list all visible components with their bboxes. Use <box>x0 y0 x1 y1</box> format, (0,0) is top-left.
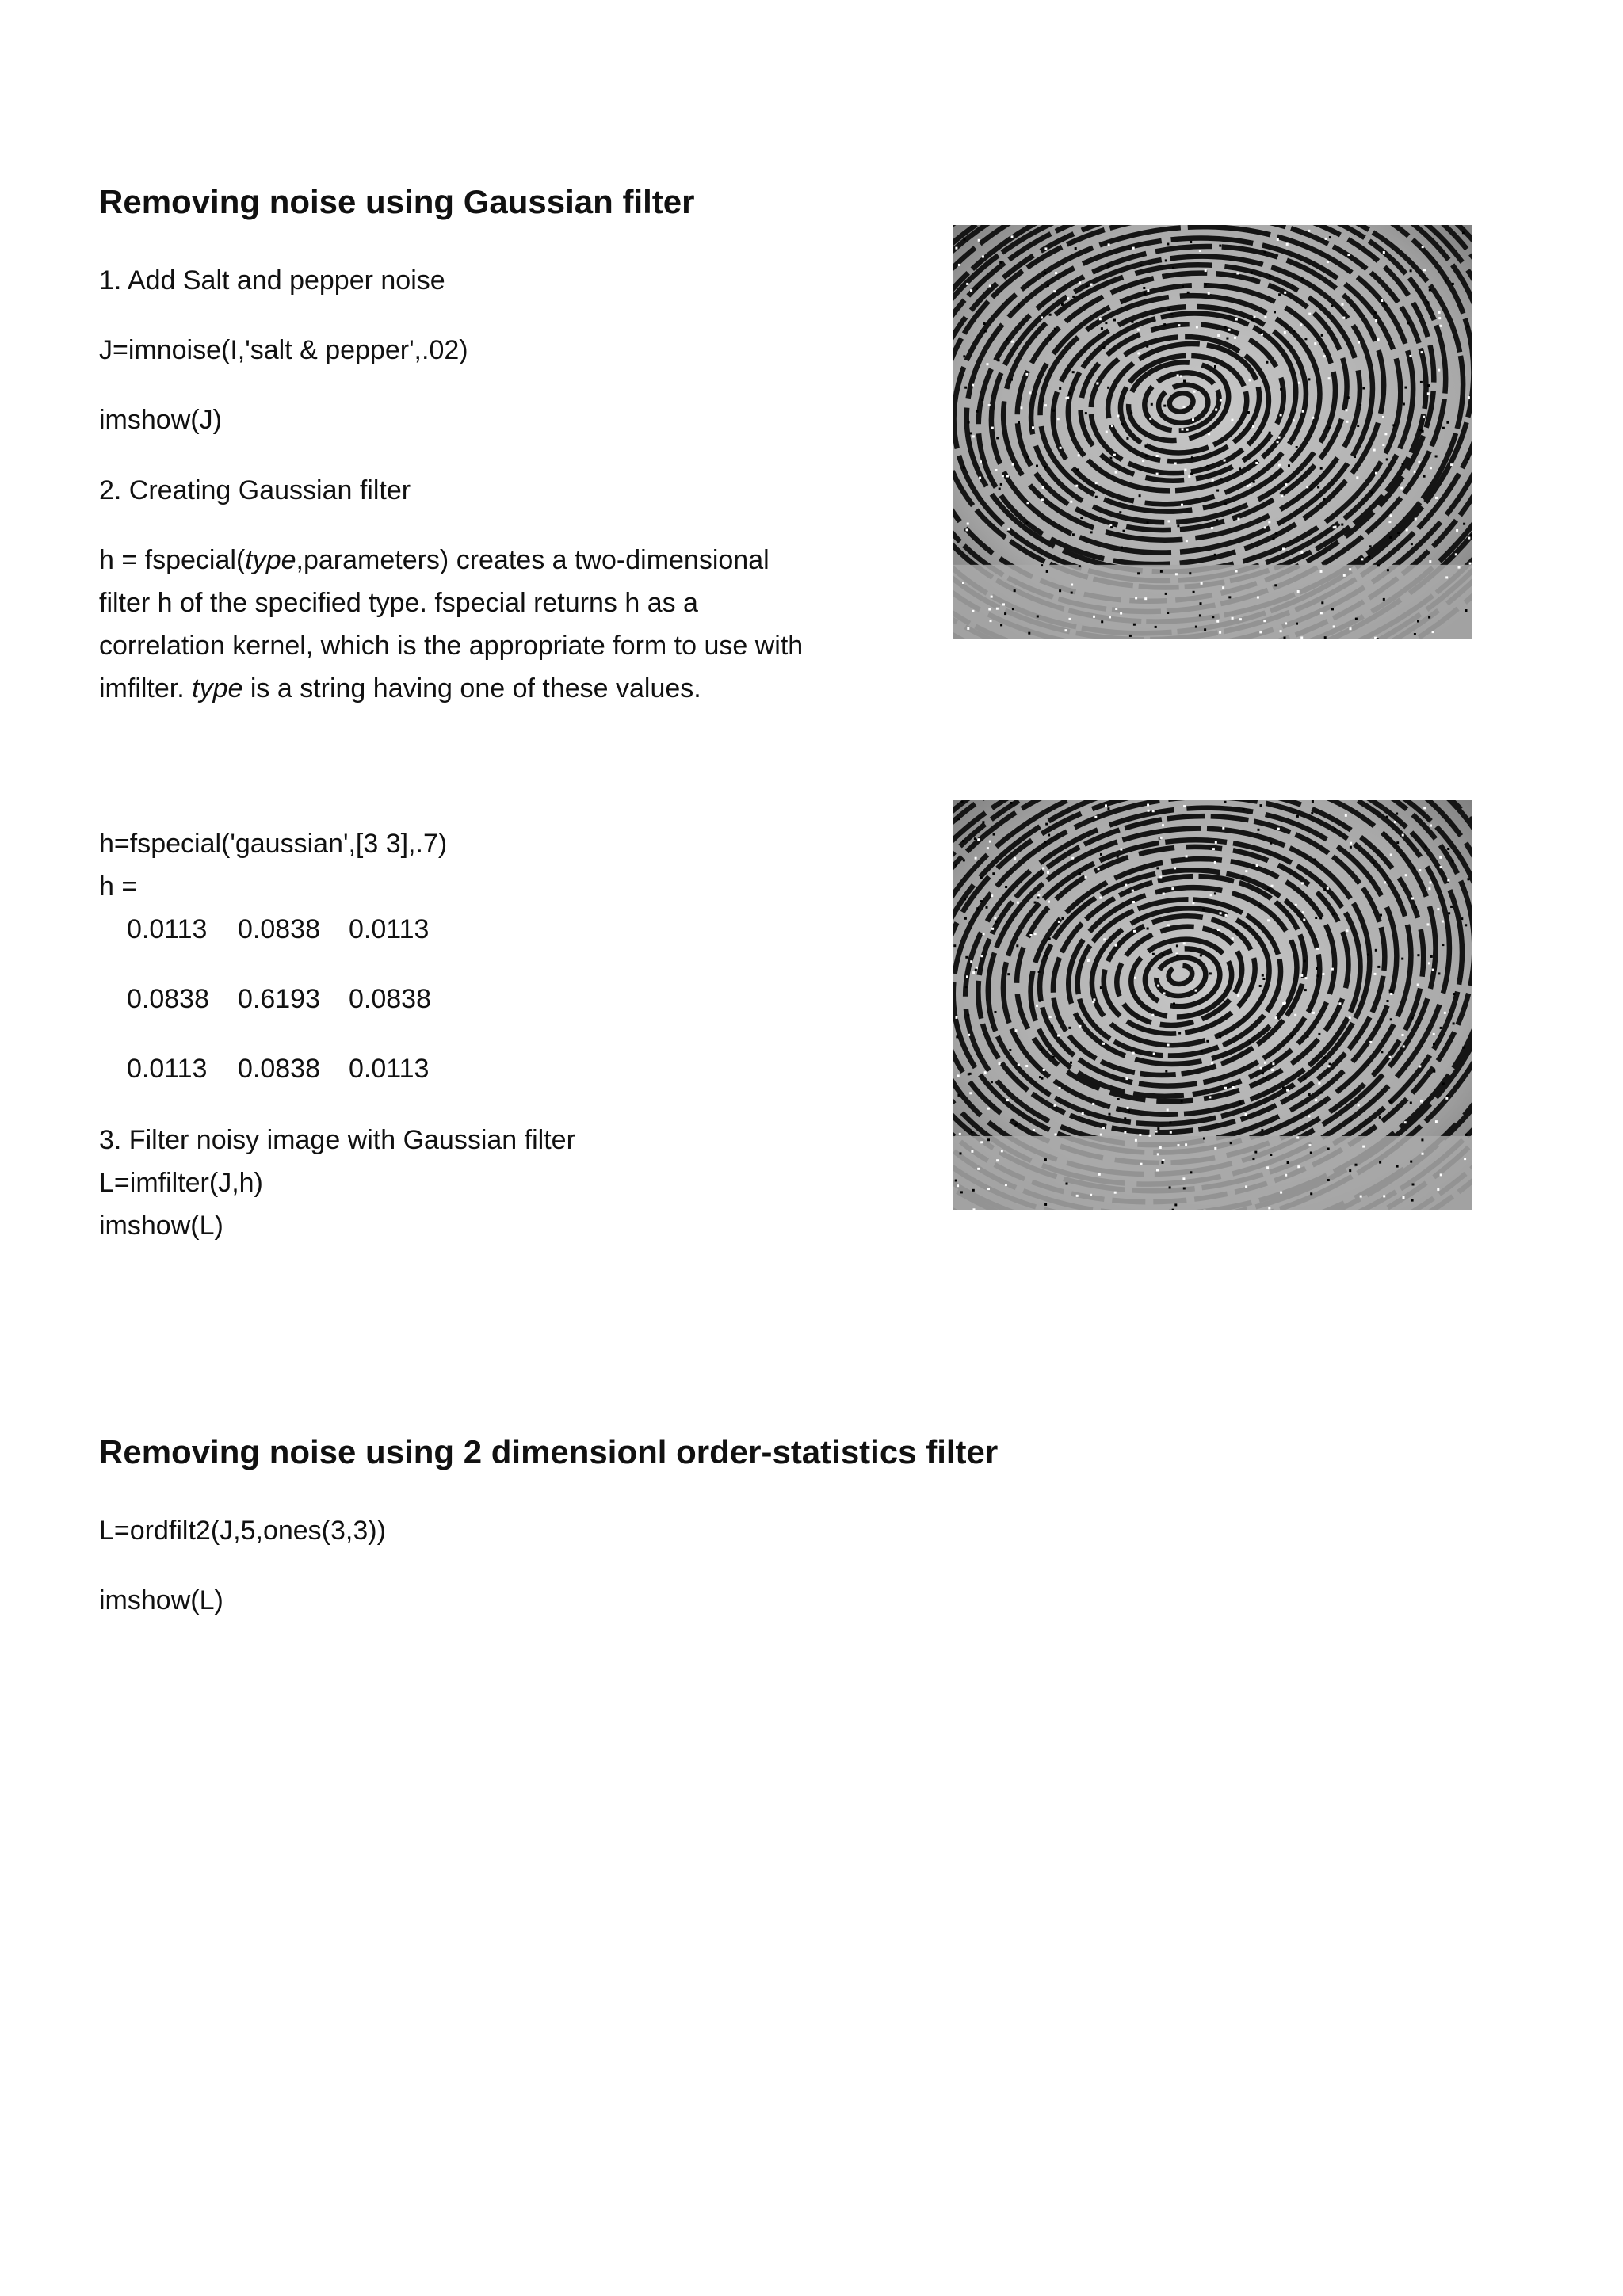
desc-part2: ,parameters) creates a two-dimensional filter h of the specified type. fspecial returns h as a correlation kernel, which is the appropriate form to use with imfilter. <box>99 545 804 704</box>
matrix-cell: 0.0113 <box>127 1054 208 1084</box>
fingerprint-filtered-image <box>953 800 1472 1210</box>
step2-text: 2. Creating Gaussian filter <box>99 475 411 505</box>
section2-heading: Removing noise using 2 dimensionl order-statistics filter <box>99 1433 999 1470</box>
code-imshow-l-2: imshow(L) <box>99 1585 223 1615</box>
fspecial-description <box>99 539 812 710</box>
desc-type-italic-2: type <box>192 673 243 704</box>
h-matrix <box>127 913 460 1085</box>
matrix-cell: 0.0113 <box>349 914 430 944</box>
matrix-cell: 0.0838 <box>238 914 320 944</box>
code-imnoise: J=imnoise(I,'salt & pepper',.02) <box>99 335 468 365</box>
desc-part1: h = fspecial( <box>99 545 246 575</box>
matrix-row <box>127 1052 460 1085</box>
section1-heading: Removing noise using Gaussian filter <box>99 183 695 220</box>
matrix-row <box>127 913 460 946</box>
fingerprint-noisy-icon <box>953 225 1472 639</box>
matrix-cell: 0.0113 <box>349 1054 430 1084</box>
code-imshow-j: imshow(J) <box>99 405 222 435</box>
desc-part3: is a string having one of these values. <box>242 673 701 704</box>
code-ordfilt2: L=ordfilt2(J,5,ones(3,3)) <box>99 1516 386 1546</box>
matrix-cell: 0.0838 <box>127 984 209 1014</box>
step3-text: 3. Filter noisy image with Gaussian filter <box>99 1125 575 1155</box>
desc-type-italic-1: type <box>245 545 296 575</box>
matrix-row <box>127 982 460 1016</box>
fingerprint-noisy-image <box>953 225 1472 639</box>
step1-text: 1. Add Salt and pepper noise <box>99 265 445 296</box>
fingerprint-filtered-icon <box>953 800 1472 1210</box>
code-fspecial: h=fspecial('gaussian',[3 3],.7) <box>99 829 448 859</box>
matrix-cell: 0.0838 <box>238 1054 320 1084</box>
matrix-cell: 0.0113 <box>127 914 208 944</box>
code-imfilter: L=imfilter(J,h) <box>99 1168 263 1198</box>
h-label: h = <box>99 871 138 902</box>
matrix-cell: 0.6193 <box>238 984 320 1014</box>
code-imshow-l: imshow(L) <box>99 1211 223 1241</box>
matrix-cell: 0.0838 <box>349 984 431 1014</box>
